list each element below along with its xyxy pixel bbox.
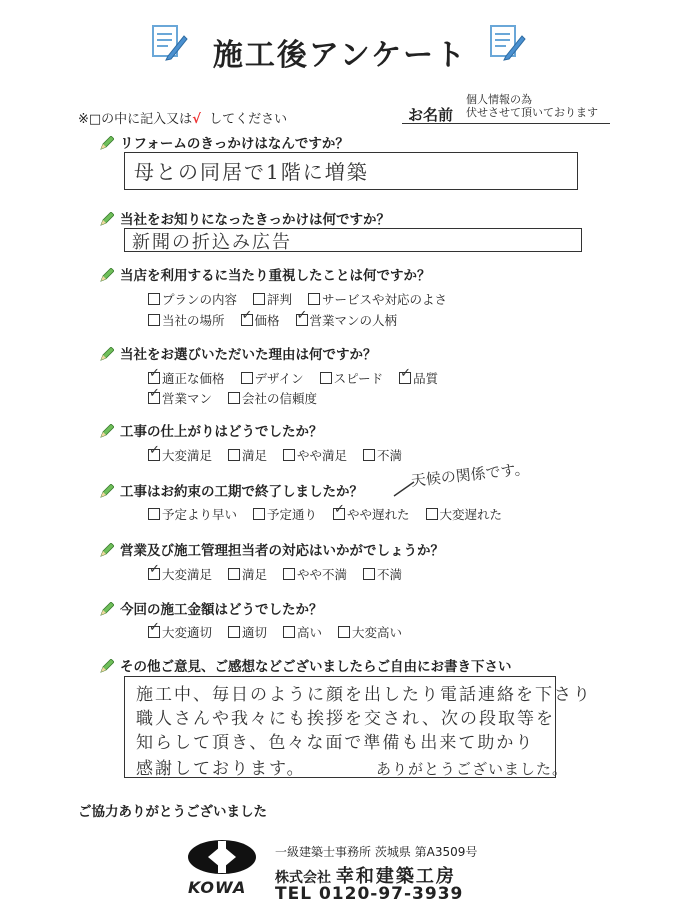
name-privacy-note: [466, 93, 598, 119]
comment-closing: ありがとうございました。: [376, 760, 569, 778]
option[interactable]: [296, 311, 398, 329]
company-logo-icon: [186, 838, 258, 876]
checkbox[interactable]: [228, 626, 240, 638]
instruction-text: [78, 108, 287, 127]
name-label: お名前: [408, 106, 454, 124]
checkbox-checked[interactable]: [148, 372, 160, 384]
option[interactable]: [363, 565, 402, 583]
q4-options-row-2: [148, 389, 329, 407]
checkbox-checked[interactable]: [296, 314, 308, 326]
checkmark-symbol: √: [192, 112, 201, 127]
question-2-text: 当社をお知りになったきっかけは何ですか？: [120, 212, 390, 228]
checkbox-checked[interactable]: [148, 449, 160, 461]
pencil-icon: [100, 484, 114, 498]
checkbox[interactable]: [363, 568, 375, 580]
option-label: 当社の場所: [162, 313, 225, 328]
option-label: 会社の信頼度: [242, 391, 318, 406]
pencil-icon: [100, 602, 114, 616]
option[interactable]: [148, 290, 237, 308]
comment-line: 職人さんや我々にも挨拶を交され、次の段取等を: [136, 709, 556, 729]
checkbox-checked[interactable]: [333, 508, 345, 520]
question-8-text: 今回の施工金額はどうでしたか？: [120, 602, 323, 618]
option[interactable]: [148, 446, 212, 464]
option-label: 適切: [242, 625, 268, 640]
checkbox-checked[interactable]: [241, 314, 253, 326]
page-title: 施工後アンケート: [212, 38, 468, 73]
q7-options-row-1: [148, 565, 414, 583]
option-label: スピード: [333, 371, 384, 386]
logo-wordmark: KOWA: [188, 878, 247, 897]
option-label: 不満: [377, 448, 403, 463]
handwritten-margin-note: 天候の関係です。: [410, 459, 531, 491]
option[interactable]: [283, 565, 347, 583]
telephone-number: TEL 0120-97-3939: [275, 884, 464, 904]
checkbox[interactable]: [283, 568, 295, 580]
question-8: [100, 598, 323, 618]
option-label: 予定通り: [267, 507, 318, 522]
comment-line: 感謝しております。: [136, 759, 306, 779]
option[interactable]: [283, 446, 347, 464]
question-9-text: その他ご意見、ご感想などございましたらご自由にお書き下さい: [120, 659, 512, 675]
option-label: デザイン: [254, 371, 304, 386]
checkbox[interactable]: [228, 449, 240, 461]
option-label: 大変適切: [162, 625, 213, 640]
notepad-pencil-icon: [488, 22, 526, 62]
answer-2-handwriting: 新聞の折込み広告: [132, 232, 292, 253]
question-9: [100, 655, 512, 675]
option[interactable]: [228, 623, 267, 641]
question-7-text: 営業及び施工管理担当者の対応はいかがでしょうか？: [120, 543, 444, 559]
checkbox[interactable]: [253, 293, 265, 305]
checkbox[interactable]: [308, 293, 320, 305]
option[interactable]: [308, 290, 447, 308]
question-1-text: リフォームのきっかけはなんですか？: [120, 136, 349, 152]
checkbox-checked[interactable]: [148, 568, 160, 580]
option-label: 評判: [267, 292, 293, 307]
option[interactable]: [253, 290, 292, 308]
option[interactable]: [228, 389, 317, 407]
checkbox[interactable]: [228, 568, 240, 580]
question-1: [100, 132, 349, 152]
option[interactable]: [148, 389, 212, 407]
checkbox[interactable]: [320, 372, 332, 384]
q5-options-row-1: [148, 446, 414, 464]
option-label: プランの内容: [162, 292, 238, 307]
checkbox[interactable]: [148, 508, 160, 520]
checkbox-checked[interactable]: [399, 372, 411, 384]
company-prefix: 株式会社: [275, 870, 331, 886]
pencil-icon: [100, 136, 114, 150]
option-label: 適正な価格: [162, 371, 225, 386]
option-label: 不満: [377, 567, 403, 582]
q6-options-row-1: [148, 505, 514, 523]
question-5: [100, 420, 323, 440]
q3-options-row-2: [148, 311, 409, 329]
q8-options-row-1: [148, 623, 414, 641]
pencil-icon: [100, 212, 114, 226]
option-label: 価格: [254, 313, 280, 328]
question-2: [100, 208, 390, 228]
option[interactable]: [241, 369, 304, 387]
option[interactable]: [363, 446, 402, 464]
question-3-text: 当店を利用するに当たり重視したことは何ですか？: [120, 268, 431, 284]
checkbox[interactable]: [148, 314, 160, 326]
checkbox[interactable]: [426, 508, 438, 520]
option-label: 営業マンの人柄: [309, 313, 398, 328]
option-label: やや不満: [297, 567, 348, 582]
option-label: 大変高い: [352, 625, 403, 640]
option[interactable]: [283, 623, 322, 641]
q4-options-row-1: [148, 369, 450, 387]
option[interactable]: [228, 565, 267, 583]
q3-options-row-1: [148, 290, 459, 308]
option[interactable]: [333, 505, 410, 523]
option-label: 大変遅れた: [439, 507, 503, 522]
question-4-text: 当社をお選びいただいた理由は何ですか？: [120, 347, 377, 363]
thanks-text: ご協力ありがとうございました: [78, 804, 267, 820]
option[interactable]: [399, 369, 438, 387]
option[interactable]: [253, 505, 317, 523]
option-label: 大変満足: [162, 567, 213, 582]
comment-line: 知らして頂き、色々な面で準備も出来て助かり: [136, 733, 535, 753]
checkbox-checked[interactable]: [148, 626, 160, 638]
checkbox[interactable]: [253, 508, 265, 520]
checkbox[interactable]: [148, 293, 160, 305]
instruction-prefix: ※□の中に記入又は: [78, 112, 193, 127]
office-registration: 一級建築士事務所 茨城県 第A3509号: [275, 845, 478, 859]
pencil-icon: [100, 347, 114, 361]
option-label: やや遅れた: [347, 507, 410, 522]
option-label: 予定より早い: [162, 507, 238, 522]
question-5-text: 工事の仕上がりはどうでしたか？: [120, 424, 323, 440]
option[interactable]: [148, 369, 225, 387]
name-note-line: 個人情報の為: [466, 93, 532, 106]
pencil-icon: [100, 659, 114, 673]
option-label: やや満足: [297, 448, 348, 463]
question-7: [100, 539, 444, 559]
name-field-line[interactable]: [402, 123, 610, 124]
question-6-text: 工事はお約束の工期で終了しましたか？: [120, 484, 363, 500]
checkbox[interactable]: [363, 449, 375, 461]
pencil-icon: [100, 268, 114, 282]
pencil-icon: [100, 424, 114, 438]
pencil-icon: [100, 543, 114, 557]
option-label: サービスや対応のよさ: [322, 292, 448, 307]
option[interactable]: [148, 565, 212, 583]
option[interactable]: [148, 505, 237, 523]
option-label: 高い: [297, 625, 323, 640]
option[interactable]: [338, 623, 402, 641]
company-name-main: 幸和建築工房: [335, 866, 456, 887]
name-note-line: 伏せさせて頂いております: [466, 106, 598, 119]
instruction-suffix: してください: [209, 112, 288, 127]
option[interactable]: [228, 446, 267, 464]
checkbox-checked[interactable]: [148, 392, 160, 404]
checkbox[interactable]: [283, 626, 295, 638]
checkbox[interactable]: [241, 372, 253, 384]
question-3: [100, 264, 431, 284]
option[interactable]: [426, 505, 503, 523]
comment-line: 施工中、毎日のように顔を出したり電話連絡を下さり: [136, 685, 592, 705]
answer-1-handwriting: 母との同居で1階に増築: [134, 160, 369, 184]
option[interactable]: [148, 311, 225, 329]
option-label: 大変満足: [162, 448, 213, 463]
option-label: 営業マン: [162, 391, 213, 406]
option-label: 満足: [242, 567, 268, 582]
question-4: [100, 343, 377, 363]
option-label: 品質: [413, 371, 439, 386]
question-6: [100, 480, 363, 500]
option[interactable]: [320, 369, 384, 387]
checkbox[interactable]: [228, 392, 240, 404]
option[interactable]: [241, 311, 280, 329]
checkbox[interactable]: [338, 626, 350, 638]
option-label: 満足: [242, 448, 268, 463]
checkbox[interactable]: [283, 449, 295, 461]
option[interactable]: [148, 623, 212, 641]
